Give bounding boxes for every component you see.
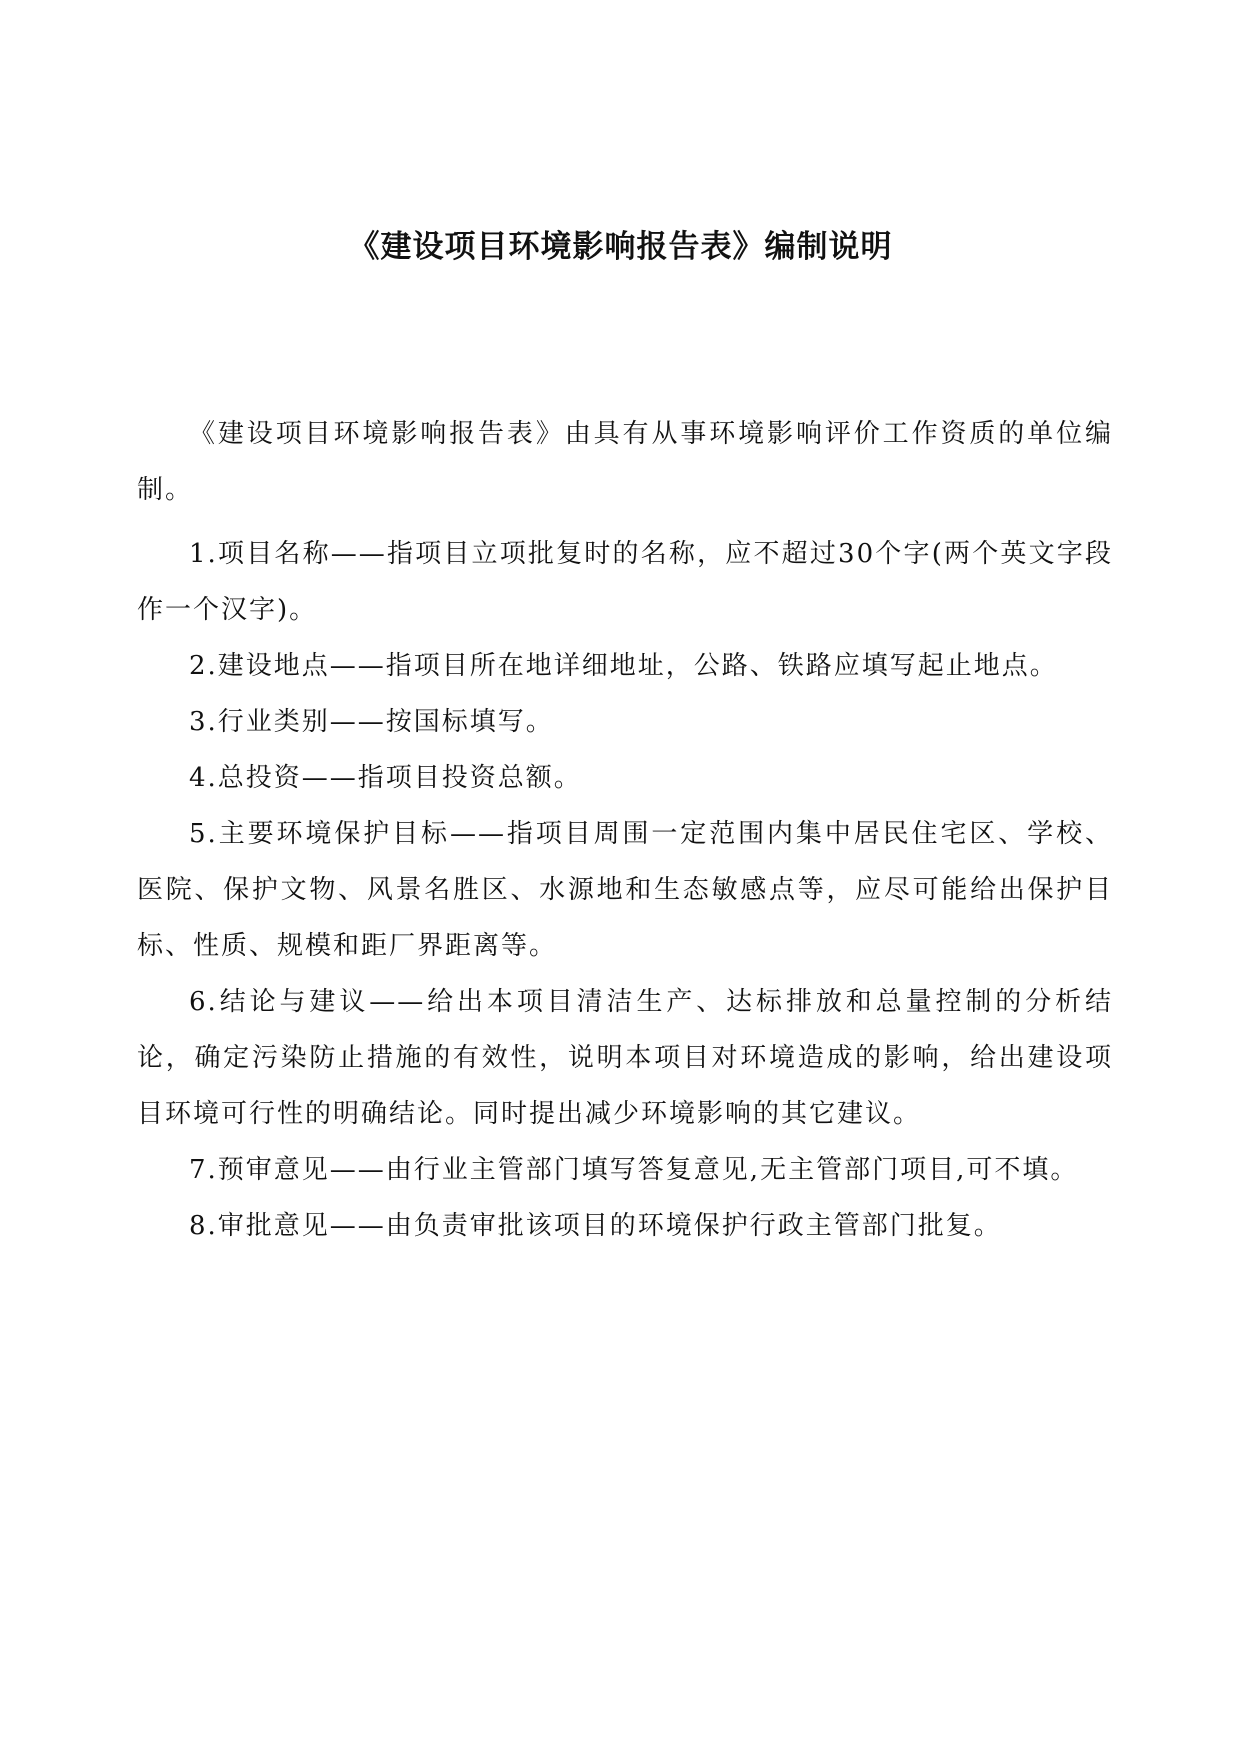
- item-preliminary-opinion: 7.预审意见——由行业主管部门填写答复意见,无主管部门项目,可不填。: [189, 1155, 1079, 1185]
- intro-paragraph: 《建设项目环境影响报告表》由具有从事环境影响评价工作资质的单位编制。: [137, 419, 1113, 505]
- item-total-investment: 4.总投资——指项目投资总额。: [189, 763, 582, 793]
- item-project-name: 1.项目名称——指项目立项批复时的名称，应不超过30个字(两个英文字段作一个汉字)。: [137, 539, 1113, 625]
- item-approval-opinion: 8.审批意见——由负责审批该项目的环境保护行政主管部门批复。: [189, 1211, 1002, 1241]
- item-conclusions: 6.结论与建议——给出本项目清洁生产、达标排放和总量控制的分析结论，确定污染防止措施的有效性，说明本项目对环境造成的影响，给出建设项目环境可行性的明确结论。同时提出减少环境影响的其它建议。: [137, 987, 1113, 1129]
- document-body: [137, 406, 1113, 1254]
- item-industry-category: 3.行业类别——按国标填写。: [189, 707, 554, 737]
- item-construction-site: 2.建设地点——指项目所在地详细地址，公路、铁路应填写起止地点。: [189, 651, 1058, 681]
- item-protection-targets: 5.主要环境保护目标——指项目周围一定范围内集中居民住宅区、学校、医院、保护文物、风景名胜区、水源地和生态敏感点等，应尽可能给出保护目标、性质、规模和距厂界距离等。: [137, 819, 1113, 961]
- document-title: 《建设项目环境影响报告表》编制说明: [348, 229, 893, 265]
